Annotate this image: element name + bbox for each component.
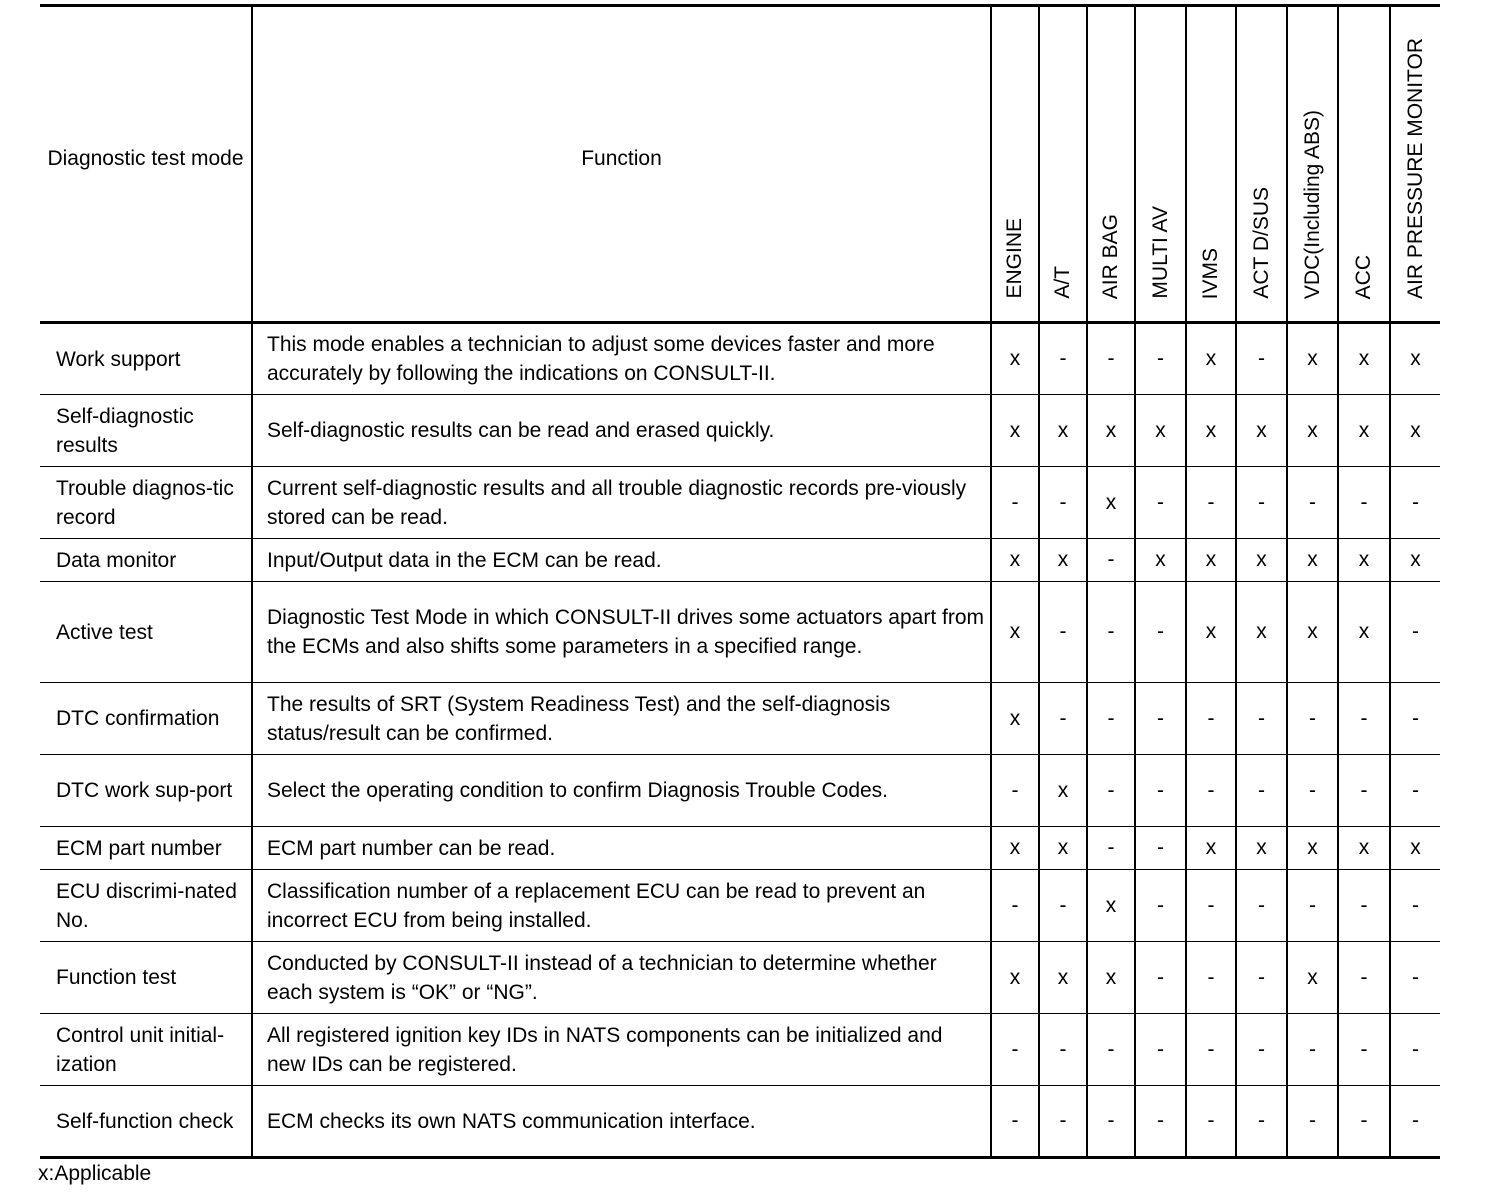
mark-cell: -	[1338, 1086, 1390, 1158]
system-label: A/T	[1051, 266, 1074, 299]
function-cell: The results of SRT (System Readiness Test) and the self-diagnosis status/result can be confirmed.	[252, 683, 991, 755]
function-cell: Classification number of a replacement ECU can be read to prevent an incorrect ECU from being installed.	[252, 870, 991, 942]
table-row	[40, 467, 1440, 539]
mark-cell: -	[1135, 827, 1186, 870]
mark-cell: x	[1287, 395, 1338, 467]
mark-cell: x	[1338, 582, 1390, 683]
mark-cell: -	[1135, 467, 1186, 539]
mode-cell: ECM part number	[40, 827, 252, 870]
mark-cell: x	[1390, 539, 1440, 582]
mark-cell: x	[991, 582, 1039, 683]
mode-cell: ECU discrimi-nated No.	[40, 870, 252, 942]
mark-cell: x	[1039, 942, 1087, 1014]
mark-cell: -	[1087, 683, 1135, 755]
mark-cell: -	[1186, 1086, 1236, 1158]
table-row	[40, 942, 1440, 1014]
mode-cell: Data monitor	[40, 539, 252, 582]
mark-cell: -	[1236, 755, 1287, 827]
mark-cell: x	[1186, 582, 1236, 683]
mark-cell: -	[1236, 870, 1287, 942]
mode-cell: Function test	[40, 942, 252, 1014]
mark-cell: x	[1135, 395, 1186, 467]
mark-cell: x	[1338, 323, 1390, 395]
mark-cell: x	[1236, 539, 1287, 582]
system-label: AIR PRESSURE MONITOR	[1403, 38, 1427, 299]
mode-cell: DTC work sup-port	[40, 755, 252, 827]
mode-cell: Trouble diagnos-tic record	[40, 467, 252, 539]
mark-cell: -	[1186, 683, 1236, 755]
mark-cell: -	[1236, 683, 1287, 755]
mark-cell: -	[1338, 1014, 1390, 1086]
mark-cell: -	[991, 1014, 1039, 1086]
mark-cell: x	[991, 323, 1039, 395]
mark-cell: -	[1390, 870, 1440, 942]
function-cell: Self-diagnostic results can be read and erased quickly.	[252, 395, 991, 467]
mark-cell: x	[1390, 323, 1440, 395]
mark-cell: x	[1039, 395, 1087, 467]
header-system-at	[1039, 6, 1087, 323]
mark-cell: x	[1287, 582, 1338, 683]
mark-cell: -	[1087, 539, 1135, 582]
mark-cell: x	[991, 942, 1039, 1014]
mode-cell: Active test	[40, 582, 252, 683]
header-mode: Diagnostic test mode	[40, 6, 252, 323]
mark-cell: -	[1186, 870, 1236, 942]
mark-cell: -	[1087, 1086, 1135, 1158]
mark-cell: -	[1390, 683, 1440, 755]
table-row	[40, 582, 1440, 683]
mark-cell: x	[1087, 467, 1135, 539]
mark-cell: -	[1236, 1086, 1287, 1158]
function-cell: ECM part number can be read.	[252, 827, 991, 870]
table-row	[40, 539, 1440, 582]
mark-cell: -	[1287, 1014, 1338, 1086]
mark-cell: -	[1390, 942, 1440, 1014]
mode-cell: Self-function check	[40, 1086, 252, 1158]
mark-cell: -	[1039, 582, 1087, 683]
mark-cell: -	[1390, 467, 1440, 539]
system-label: IVMS	[1199, 247, 1222, 299]
mark-cell: -	[1390, 1086, 1440, 1158]
mark-cell: -	[1236, 467, 1287, 539]
header-row	[40, 6, 1440, 323]
mark-cell: x	[1039, 755, 1087, 827]
mark-cell: x	[1287, 323, 1338, 395]
mode-cell: Self-diagnostic results	[40, 395, 252, 467]
mark-cell: -	[1287, 1086, 1338, 1158]
mark-cell: x	[1087, 942, 1135, 1014]
system-label: AIR BAG	[1099, 213, 1122, 299]
mark-cell: x	[991, 827, 1039, 870]
mark-cell: -	[1039, 323, 1087, 395]
mark-cell: -	[991, 1086, 1039, 1158]
mark-cell: x	[991, 683, 1039, 755]
table-row	[40, 395, 1440, 467]
mode-cell: Work support	[40, 323, 252, 395]
function-cell: Input/Output data in the ECM can be read.	[252, 539, 991, 582]
mark-cell: -	[1087, 1014, 1135, 1086]
mark-cell: x	[1135, 539, 1186, 582]
table-row	[40, 1014, 1440, 1086]
mode-cell: Control unit initial-ization	[40, 1014, 252, 1086]
mark-cell: -	[1186, 755, 1236, 827]
mark-cell: -	[1287, 683, 1338, 755]
mark-cell: -	[1338, 467, 1390, 539]
mark-cell: -	[1039, 1014, 1087, 1086]
header-system-multi-av	[1135, 6, 1186, 323]
table-row	[40, 755, 1440, 827]
mark-cell: x	[1236, 827, 1287, 870]
mark-cell: x	[1287, 827, 1338, 870]
header-system-vdc	[1287, 6, 1338, 323]
mark-cell: -	[1287, 755, 1338, 827]
mark-cell: x	[1338, 827, 1390, 870]
mark-cell: -	[1135, 582, 1186, 683]
mark-cell: -	[1135, 755, 1186, 827]
mark-cell: -	[1236, 1014, 1287, 1086]
mark-cell: -	[1338, 942, 1390, 1014]
mark-cell: x	[991, 539, 1039, 582]
mark-cell: x	[1186, 827, 1236, 870]
mark-cell: x	[1087, 395, 1135, 467]
mark-cell: x	[1186, 323, 1236, 395]
system-label: ACT D/SUS	[1249, 187, 1273, 299]
mark-cell: -	[1236, 942, 1287, 1014]
mark-cell: x	[1087, 870, 1135, 942]
system-label: VDC(Including ABS)	[1300, 109, 1324, 299]
mark-cell: -	[1186, 1014, 1236, 1086]
mark-cell: -	[1087, 755, 1135, 827]
mark-cell: -	[1390, 755, 1440, 827]
system-label: MULTI AV	[1148, 206, 1172, 299]
mark-cell: -	[1287, 870, 1338, 942]
mark-cell: x	[1039, 827, 1087, 870]
mark-cell: -	[1039, 870, 1087, 942]
legend-note: x:Applicable	[38, 1162, 152, 1185]
function-cell: Select the operating condition to confirm Diagnosis Trouble Codes.	[252, 755, 991, 827]
function-cell: This mode enables a technician to adjust some devices faster and more accurately by following the indications on CONSULT-II.	[252, 323, 991, 395]
mark-cell: -	[1390, 1014, 1440, 1086]
mark-cell: -	[1338, 870, 1390, 942]
table-row	[40, 323, 1440, 395]
function-cell: Current self-diagnostic results and all trouble diagnostic records pre-viously stored can be read.	[252, 467, 991, 539]
mark-cell: -	[1236, 323, 1287, 395]
mark-cell: x	[1287, 539, 1338, 582]
mark-cell: -	[1186, 467, 1236, 539]
mark-cell: x	[1287, 942, 1338, 1014]
mark-cell: -	[1087, 827, 1135, 870]
mark-cell: -	[1135, 870, 1186, 942]
mark-cell: -	[1338, 683, 1390, 755]
mark-cell: x	[1186, 395, 1236, 467]
mark-cell: -	[991, 467, 1039, 539]
table-row	[40, 870, 1440, 942]
function-cell: Diagnostic Test Mode in which CONSULT-II drives some actuators apart from the ECMs and also shifts some parameters in a specified range.	[252, 582, 991, 683]
mark-cell: -	[1135, 1014, 1186, 1086]
header-system-airbag	[1087, 6, 1135, 323]
mark-cell: x	[1390, 395, 1440, 467]
mark-cell: x	[1338, 395, 1390, 467]
function-cell: All registered ignition key IDs in NATS components can be initialized and new IDs can be registered.	[252, 1014, 991, 1086]
mark-cell: -	[991, 755, 1039, 827]
mark-cell: -	[1287, 467, 1338, 539]
header-system-ivms	[1186, 6, 1236, 323]
header-system-acc	[1338, 6, 1390, 323]
function-cell: ECM checks its own NATS communication interface.	[252, 1086, 991, 1158]
header-system-engine	[991, 6, 1039, 323]
system-label: ACC	[1352, 254, 1375, 299]
mark-cell: x	[1236, 395, 1287, 467]
header-system-act-dsus	[1236, 6, 1287, 323]
table-row	[40, 827, 1440, 870]
table-row	[40, 1086, 1440, 1158]
mark-cell: x	[1236, 582, 1287, 683]
mark-cell: -	[1039, 467, 1087, 539]
mark-cell: -	[1135, 1086, 1186, 1158]
header-system-air-pressure-monitor	[1390, 6, 1440, 323]
table-row	[40, 683, 1440, 755]
mark-cell: x	[1039, 539, 1087, 582]
mark-cell: -	[1135, 942, 1186, 1014]
mark-cell: x	[991, 395, 1039, 467]
mark-cell: -	[1135, 683, 1186, 755]
mark-cell: -	[1186, 942, 1236, 1014]
mode-cell: DTC confirmation	[40, 683, 252, 755]
function-cell: Conducted by CONSULT-II instead of a technician to determine whether each system is “OK” or “NG”.	[252, 942, 991, 1014]
mark-cell: x	[1338, 539, 1390, 582]
header-function: Function	[252, 6, 991, 323]
mark-cell: -	[1390, 582, 1440, 683]
mark-cell: -	[1087, 582, 1135, 683]
mark-cell: x	[1186, 539, 1236, 582]
mark-cell: -	[991, 870, 1039, 942]
mark-cell: x	[1390, 827, 1440, 870]
mark-cell: -	[1039, 1086, 1087, 1158]
diagnostic-mode-table	[40, 4, 1440, 1159]
mark-cell: -	[1135, 323, 1186, 395]
mark-cell: -	[1039, 683, 1087, 755]
mark-cell: -	[1338, 755, 1390, 827]
system-label: ENGINE	[1003, 218, 1026, 299]
mark-cell: -	[1087, 323, 1135, 395]
